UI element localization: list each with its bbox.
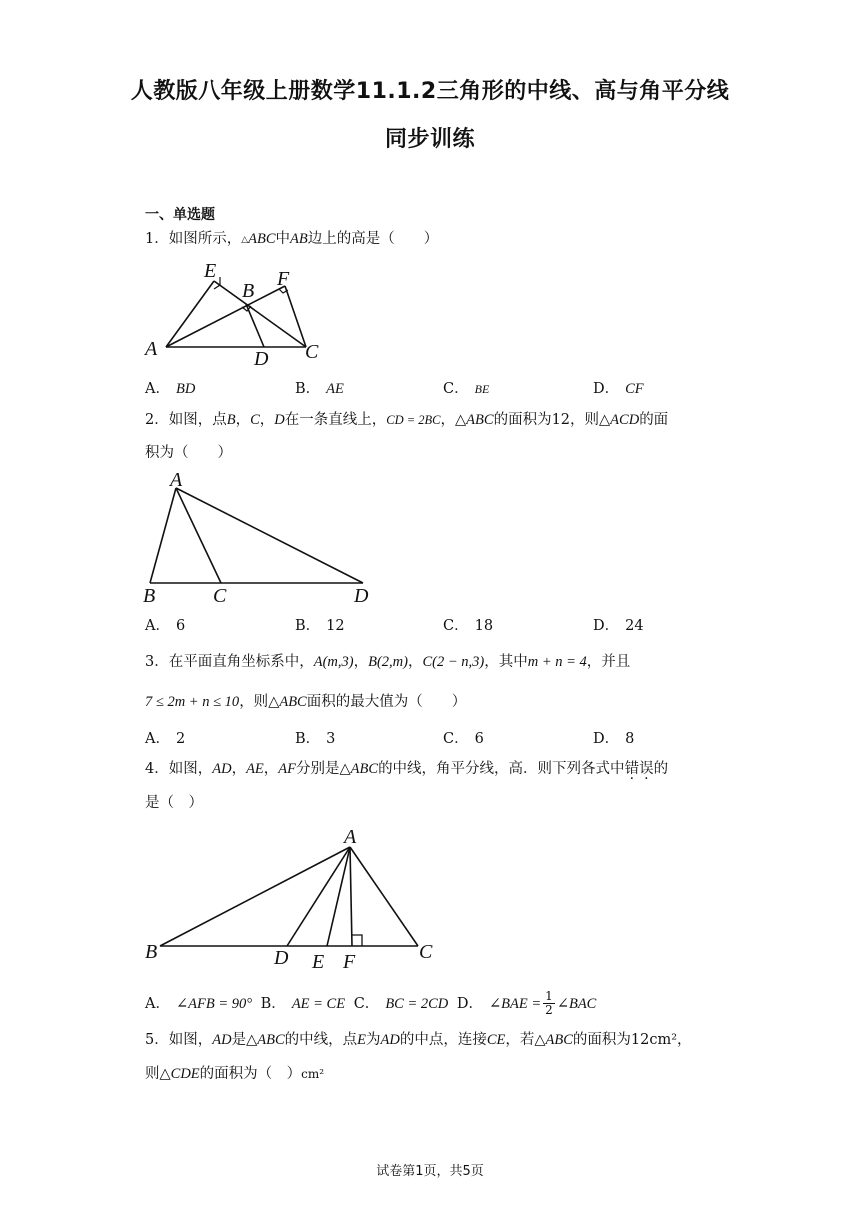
option-value: 8 xyxy=(625,731,635,747)
fig1-label-e: E xyxy=(204,260,217,282)
question-2-stem-line1 xyxy=(145,410,668,430)
option-letter: C． xyxy=(353,995,380,1012)
option-letter: B． xyxy=(295,381,321,397)
option-value: ∠BAC xyxy=(556,995,597,1012)
q4-option-b[interactable] xyxy=(261,996,345,1012)
q4-options-row xyxy=(145,990,596,1017)
option-value: 6 xyxy=(474,731,484,747)
question-1-stem xyxy=(145,229,438,250)
q2-point: D xyxy=(274,412,285,428)
q5-text: 的面积为（ ） xyxy=(199,1066,302,1082)
q1-option-a[interactable] xyxy=(145,377,195,398)
question-3-stem-line2 xyxy=(145,692,466,712)
q3-text: ， xyxy=(353,654,369,670)
option-value: BE xyxy=(474,382,490,396)
fig4-label-d: D xyxy=(274,947,289,969)
option-letter: B． xyxy=(260,995,286,1012)
q2-text: ， xyxy=(235,412,251,428)
q3-text: ， xyxy=(407,654,423,670)
q4-text: 的中线，角平分线，高．则下列各式中 xyxy=(378,761,625,777)
option-letter: A． xyxy=(145,995,170,1012)
q2-point: B xyxy=(226,412,236,428)
fraction xyxy=(543,990,555,1017)
q3-abc: △ABC xyxy=(268,694,307,710)
q4-text: ， xyxy=(263,761,279,777)
question-4-stem-line2: 是（ ） xyxy=(145,795,203,811)
option-value: 18 xyxy=(474,618,494,634)
question-3-stem-line1 xyxy=(145,652,630,672)
q2-text: ， xyxy=(259,412,275,428)
q4-text: 的 xyxy=(653,761,669,777)
option-value: AE = CE xyxy=(291,995,346,1012)
option-value: CF xyxy=(625,381,644,397)
option-letter: D． xyxy=(593,381,620,397)
q1-text: 中 xyxy=(275,231,291,247)
q2-option-b[interactable] xyxy=(295,614,345,635)
q1-text: 边上的高是（ ） xyxy=(307,231,439,247)
q5-abc: △ABC xyxy=(534,1032,573,1048)
option-letter: D． xyxy=(593,618,620,634)
section-heading: 一、单选题 xyxy=(145,207,215,223)
q3-text: 3．在平面直角坐标系中， xyxy=(145,654,314,670)
q5-ad: AD xyxy=(212,1032,232,1048)
q5-text: 的面积为 xyxy=(572,1032,631,1048)
option-value: BC = 2CD xyxy=(385,995,449,1012)
fig2-label-c: C xyxy=(213,585,227,605)
q3-option-c[interactable] xyxy=(443,727,484,748)
fig1-label-f: F xyxy=(277,268,290,290)
fraction-denominator: 2 xyxy=(545,1003,553,1017)
q5-text: 为 xyxy=(365,1032,381,1048)
q2-equation: CD = 2BC xyxy=(386,413,441,427)
q4-abc: △ABC xyxy=(339,761,379,777)
q5-area: 12cm² xyxy=(630,1032,678,1048)
q1-option-b[interactable] xyxy=(295,377,344,398)
option-letter: A． xyxy=(145,731,170,747)
fig4-label-f: F xyxy=(343,951,356,973)
fig2-label-a: A xyxy=(170,470,183,491)
option-value: AE xyxy=(326,381,344,397)
q4-text: 4．如图， xyxy=(145,761,213,777)
q2-option-c[interactable] xyxy=(443,614,493,635)
q2-text: 的面积为12，则 xyxy=(493,412,600,428)
option-value: ∠AFB = 90° xyxy=(175,995,253,1012)
question-2-stem-line2: 积为（ ） xyxy=(145,445,232,461)
q3-text: ，其中 xyxy=(484,654,528,670)
option-letter: D． xyxy=(456,995,484,1012)
q2-acd: △ACD xyxy=(599,412,640,428)
option-value: BD xyxy=(175,381,196,397)
q1-option-c[interactable] xyxy=(443,377,489,398)
q2-text: 2．如图，点 xyxy=(145,412,227,428)
triangle-symbol: △ xyxy=(241,235,249,245)
option-value: 3 xyxy=(326,731,336,747)
option-letter: B． xyxy=(295,618,321,634)
q3-option-b[interactable] xyxy=(295,727,335,748)
q3-text: ，并且 xyxy=(586,654,631,670)
option-value: 6 xyxy=(175,618,186,634)
q3-text: ，则 xyxy=(239,694,269,710)
q1-ab: AB xyxy=(290,231,308,247)
q4-af: AF xyxy=(278,761,297,777)
fig2-label-b: B xyxy=(143,585,156,605)
q1-abc: ABC xyxy=(248,231,276,247)
option-value: 12 xyxy=(326,618,345,634)
fig1-label-a: A xyxy=(145,338,158,360)
q5-text: 5．如图， xyxy=(145,1032,213,1048)
q4-emphasis: 错 xyxy=(624,761,640,777)
q2-point: C xyxy=(250,412,260,428)
option-value: ∠BAE = xyxy=(489,995,542,1012)
option-letter: C． xyxy=(443,731,469,747)
q3-point-a: A(m,3) xyxy=(313,654,354,670)
q5-text: ，若 xyxy=(505,1032,535,1048)
q3-inequality: 7 ≤ 2m + n ≤ 10 xyxy=(145,694,240,710)
question-5-stem-line1 xyxy=(145,1030,692,1050)
q5-ad: AD xyxy=(380,1032,400,1048)
q5-text: 则 xyxy=(145,1066,160,1082)
q4-text: 分别是 xyxy=(296,761,340,777)
q4-option-c[interactable] xyxy=(354,996,449,1012)
fig2-label-d: D xyxy=(354,585,369,605)
option-letter: A． xyxy=(145,618,170,634)
q4-ae: AE xyxy=(246,761,264,777)
option-letter: C． xyxy=(443,618,469,634)
q5-text: 的中线，点 xyxy=(284,1032,358,1048)
q3-option-a[interactable] xyxy=(145,727,185,748)
q3-point-c: C(2 − n,3) xyxy=(422,654,485,670)
q2-text: 在一条直线上， xyxy=(284,412,387,428)
fig4-label-e: E xyxy=(312,951,325,973)
page-title: 人教版八年级上册数学11.1.2三角形的中线、高与角平分线 xyxy=(130,79,730,104)
fig4-label-c: C xyxy=(419,941,433,963)
q2-text: ， xyxy=(440,412,456,428)
q5-abc: △ABC xyxy=(246,1032,285,1048)
q4-ad: AD xyxy=(212,761,232,777)
q3-text: 面积的最大值为（ ） xyxy=(306,694,467,710)
option-letter: C． xyxy=(443,381,469,397)
option-letter: D． xyxy=(593,731,620,747)
fig1-label-b: B xyxy=(242,280,255,302)
q3-point-b: B(2,m) xyxy=(368,654,408,670)
option-value: 2 xyxy=(175,731,186,747)
q5-text: 的中点，连接 xyxy=(399,1032,487,1048)
q4-option-a[interactable] xyxy=(145,996,252,1012)
fig4-label-b: B xyxy=(145,941,158,963)
option-letter: B． xyxy=(295,731,321,747)
option-value: 24 xyxy=(625,618,644,634)
q5-cde: △CDE xyxy=(159,1066,200,1082)
figure-q4 xyxy=(140,822,440,974)
q1-option-d[interactable] xyxy=(593,377,644,398)
option-letter: A． xyxy=(145,381,170,397)
figure-q2 xyxy=(138,470,378,605)
q2-option-d[interactable] xyxy=(593,614,644,635)
question-5-stem-line2 xyxy=(145,1064,324,1084)
page-subtitle: 同步训练 xyxy=(384,127,475,152)
q4-option-d[interactable] xyxy=(456,989,597,1017)
page-footer: 试卷第1页，共5页 xyxy=(376,1164,484,1179)
question-4-stem-line1 xyxy=(145,759,668,779)
q5-text: ， xyxy=(677,1032,692,1048)
q3-option-d[interactable] xyxy=(593,727,634,748)
q5-text: 是 xyxy=(231,1032,247,1048)
q5-unit: cm² xyxy=(301,1067,325,1081)
fig4-label-a: A xyxy=(344,826,357,848)
figure-q1 xyxy=(140,255,340,370)
fig1-label-c: C xyxy=(305,341,319,363)
q4-emphasis: 误 xyxy=(639,761,654,777)
q2-abc: △ABC xyxy=(455,412,494,428)
q2-text: 的面 xyxy=(639,412,669,428)
q4-text: ， xyxy=(231,761,247,777)
q5-ce: CE xyxy=(486,1032,506,1048)
q3-condition: m + n = 4 xyxy=(527,654,587,670)
fraction-numerator: 1 xyxy=(545,989,553,1003)
q2-option-a[interactable] xyxy=(145,614,185,635)
q5-point-e: E xyxy=(357,1032,366,1048)
q1-text: 1．如图所示， xyxy=(145,231,242,247)
fig1-label-d: D xyxy=(254,348,269,370)
